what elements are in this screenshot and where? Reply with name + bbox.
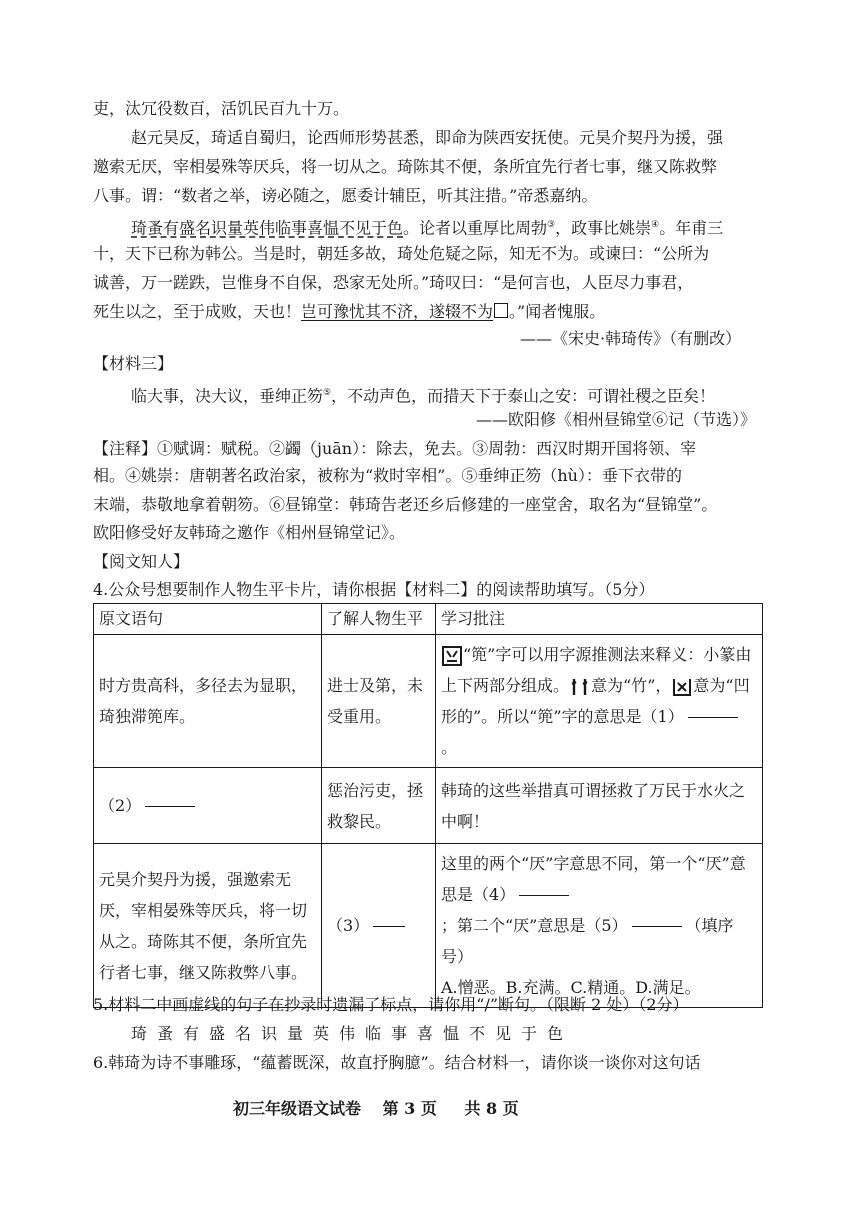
text-span: 死生以之，至于成败，天也！ <box>93 302 302 321</box>
text-span: 。论者以重厚比周勃 <box>403 218 548 238</box>
concave-seal-icon <box>671 676 693 698</box>
table-row <box>94 844 763 1008</box>
cell-note <box>436 844 763 1008</box>
note-text: 。 <box>441 738 458 757</box>
footnote-mark: ③ <box>547 220 556 230</box>
footnote-mark: ④ <box>651 220 660 230</box>
note-text: 意为“凹形的”。所以“篼”字的意思是（1） <box>441 676 750 726</box>
profile-card-table <box>93 603 763 1008</box>
text-span: ，政事比姚崇 <box>555 218 652 238</box>
blank-label: （3） <box>327 916 370 935</box>
cell-life: 进士及第，未受重用。 <box>322 635 436 768</box>
question-5-sentence: 琦蚤有盛名识量英伟临事喜愠不见于色 <box>131 1024 574 1043</box>
text-line <box>131 383 715 406</box>
text-line <box>93 302 605 322</box>
note-text: 意为“竹”， <box>591 676 672 695</box>
answer-blank-2[interactable] <box>145 805 195 807</box>
header-life: 了解人物生平 <box>322 604 436 635</box>
text-span: ，不动声色，而措天下于泰山之安：可谓社稷之臣矣！ <box>331 386 716 406</box>
underlined-sentence <box>301 302 509 321</box>
text-span: 临大事，决大议，垂绅正笏 <box>131 386 324 406</box>
notes-line: 末端，恭敬地拿着朝笏。⑥昼锦堂：韩琦告老还乡后修建的一座堂舍，取名为“昼锦堂”。 <box>93 495 718 514</box>
text-line <box>131 215 723 238</box>
section-heading: 【阅文知人】 <box>93 552 190 571</box>
cell-note <box>436 635 763 768</box>
text-line: 十，天下已称为韩公。当是时，朝廷多故，琦处危疑之际，知无不为。或谏曰：“公所为 <box>93 244 710 263</box>
table-header-row <box>94 604 763 635</box>
answer-blank-5[interactable] <box>632 925 682 927</box>
answer-blank-1[interactable] <box>688 716 738 718</box>
options-text: A.憎恶。B.充满。C.精通。D.满足。 <box>441 978 701 997</box>
footnote-mark: ⑤ <box>323 388 332 398</box>
seal-script-character-icon <box>441 645 463 667</box>
cell-original <box>94 768 322 844</box>
text-span: 岂可豫忧其不济，遂辍不为 <box>301 302 494 321</box>
source-citation: ——欧阳修《相州昼锦堂⑥记（节选）》 <box>476 410 757 429</box>
answer-blank-4[interactable] <box>519 894 569 896</box>
footer-exam-title: 初三年级语文试卷 <box>233 1099 362 1118</box>
text-line <box>93 128 783 148</box>
header-original-sentence: 原文语句 <box>94 604 322 635</box>
header-notes: 学习批注 <box>436 604 763 635</box>
note-text: “篼”字可以用字源推测法来释义：小篆由上下两部分组成。 <box>441 645 752 695</box>
footer-total-pages: 共 8 页 <box>464 1099 519 1118</box>
question-6: 6.韩琦为诗不事雕琢，“蕴蓄既深，故直抒胸臆”。结合材料一，请你谈一谈你对这句话 <box>93 1053 701 1072</box>
cell-original: 元昊介契丹为援，强邀索无厌，宰相晏殊等厌兵，将一切从之。琦陈其不便，条所宜先行者七事，继又陈救弊八事。 <box>94 844 322 1008</box>
text-line: 邀索无厌，宰相晏殊等厌兵，将一切从之。琦陈其不便，条所宜先行者七事，继又陈救弊 <box>93 157 718 176</box>
source-citation: ——《宋史·韩琦传》（有删改） <box>520 329 742 348</box>
cell-life: 惩治污吏，拯救黎民。 <box>322 768 436 844</box>
notes-line: 相。④姚崇：唐朝著名政治家，被称为“救时宰相”。⑤垂绅正笏（hù）：垂下衣带的 <box>93 466 682 485</box>
text-span: 。”闻者愧服。 <box>509 302 606 321</box>
table-row <box>94 768 763 844</box>
answer-blank-3[interactable] <box>373 925 405 927</box>
notes-line: 欧阳修受好友韩琦之邀作《相州昼锦堂记》。 <box>93 523 406 542</box>
note-text: 这里的两个“厌”字意思不同，第一个“厌”意思是（4） <box>441 854 746 904</box>
section-heading: 【材料三】 <box>93 354 174 373</box>
text-line: 吏，汰冗役数百，活饥民百九十万。 <box>93 99 350 118</box>
blank-box <box>494 303 508 318</box>
blank-label: （2） <box>99 796 142 815</box>
note-text: （填序号） <box>441 916 734 966</box>
cell-life <box>322 844 436 1008</box>
table-row <box>94 635 763 768</box>
text-line: 八事。谓：“数者之举，谤必随之，愿委计辅臣，听其注措。”帝悉嘉纳。 <box>93 186 598 205</box>
text-line: 诚善，万一蹉跌，岂惟身不自保，恐家无处所。”琦叹曰：“是何言也，人臣尽力事君， <box>93 273 694 292</box>
question-4: 4.公众号想要制作人物生平卡片，请你根据【材料二】的阅读帮助填写。（5分） <box>93 580 655 599</box>
text-span: 。年甫三 <box>659 218 724 238</box>
cell-original: 时方贵高科，多径去为显职，琦独滞篼库。 <box>94 635 322 768</box>
page-footer <box>233 1099 519 1119</box>
dashed-underlined-sentence: 琦蚤有盛名识量英伟临事喜愠不见于色 <box>131 218 404 238</box>
question-5: 5.材料二中画虚线的句子在抄录时遗漏了标点，请你用“/”断句。（限断 2 处）（2分） <box>93 995 689 1014</box>
cell-note: 韩琦的这些举措真可谓拯救了万民于水火之中啊！ <box>436 768 763 844</box>
footer-page-number: 第 3 页 <box>382 1099 437 1118</box>
notes-line: 【注释】①赋调：赋税。②蠲（juān）：除去，免去。③周勃：西汉时期开国将领、宰 <box>93 439 697 458</box>
bamboo-seal-icon <box>569 676 591 698</box>
note-text: ；第二个“厌”意思是（5） <box>441 916 628 935</box>
paragraph-start: 赵元昊反，琦适自蜀归，论西师形势甚悉，即命为陕西安抚使。元昊介契丹为援，强 <box>131 128 724 147</box>
